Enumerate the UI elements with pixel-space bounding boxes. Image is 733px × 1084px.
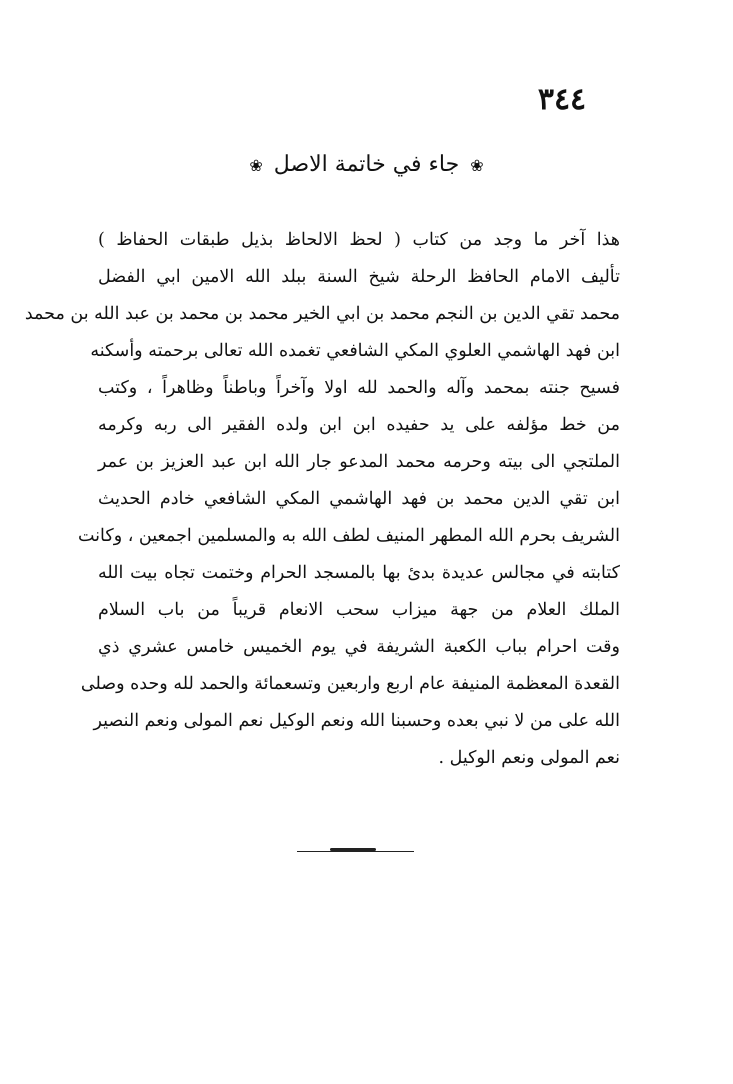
text-line: الشريف بحرم الله المطهر المنيف لطف الله به والمسلمين اجمعين ، وكانت (77, 526, 620, 546)
text-line: كتابته في مجالس عديدة بدئ بها بالمسجد الحرام وختمت تجاه بيت الله (98, 563, 620, 583)
text-line: القعدة المعظمة المنيفة عام اربع واربعين وتسعمائة والحمد لله وحده وصلى (80, 674, 620, 694)
page-number: ٣٤٤ (537, 82, 587, 117)
colophon-text (24, 222, 620, 777)
closing-divider-ornament (330, 848, 376, 851)
text-line: الله على من لا نبي بعده وحسبنا الله ونعم الوكيل نعم المولى ونعم النصير (93, 711, 620, 731)
text-line: من خط مؤلفه على يد حفيده ابن ابن ولده الفقير الى ربه وكرمه (98, 415, 620, 435)
heading-ornament-right: ❀ (470, 156, 484, 175)
heading-text: جاء في خاتمة الاصل (273, 152, 460, 177)
heading-ornament-left: ❀ (249, 156, 263, 175)
text-line: هذا آخر ما وجد من كتاب ( لحظ الالحاظ بذيل طبقات الحفاظ ) (98, 230, 620, 250)
text-line: نعم المولى ونعم الوكيل . (438, 748, 620, 768)
text-line: الملتجي الى بيته وحرمه محمد المدعو جار الله ابن عبد العزيز بن عمر (98, 452, 620, 472)
text-line: وقت احرام بباب الكعبة الشريفة في يوم الخميس خامس عشري ذي (98, 637, 620, 657)
text-line: محمد تقي الدين بن النجم محمد بن ابي الخير محمد بن محمد بن عبد الله بن محمد (24, 304, 620, 324)
closing-heading (200, 152, 533, 177)
text-line: ابن فهد الهاشمي العلوي المكي الشافعي تغمده الله تعالى برحمته وأسكنه (90, 341, 620, 361)
text-line: تأليف الامام الحافظ الرحلة شيخ السنة ببلد الله الامين ابي الفضل (98, 267, 620, 287)
text-line: ابن تقي الدين محمد بن فهد الهاشمي المكي الشافعي خادم الحديث (98, 489, 620, 509)
text-line: فسيح جنته بمحمد وآله والحمد لله اولا وآخراً وباطناً وظاهراً ، وكتب (98, 378, 620, 398)
text-line: الملك العلام من جهة ميزاب سحب الانعام قريباً من باب السلام (98, 600, 620, 620)
closing-divider (297, 851, 414, 852)
